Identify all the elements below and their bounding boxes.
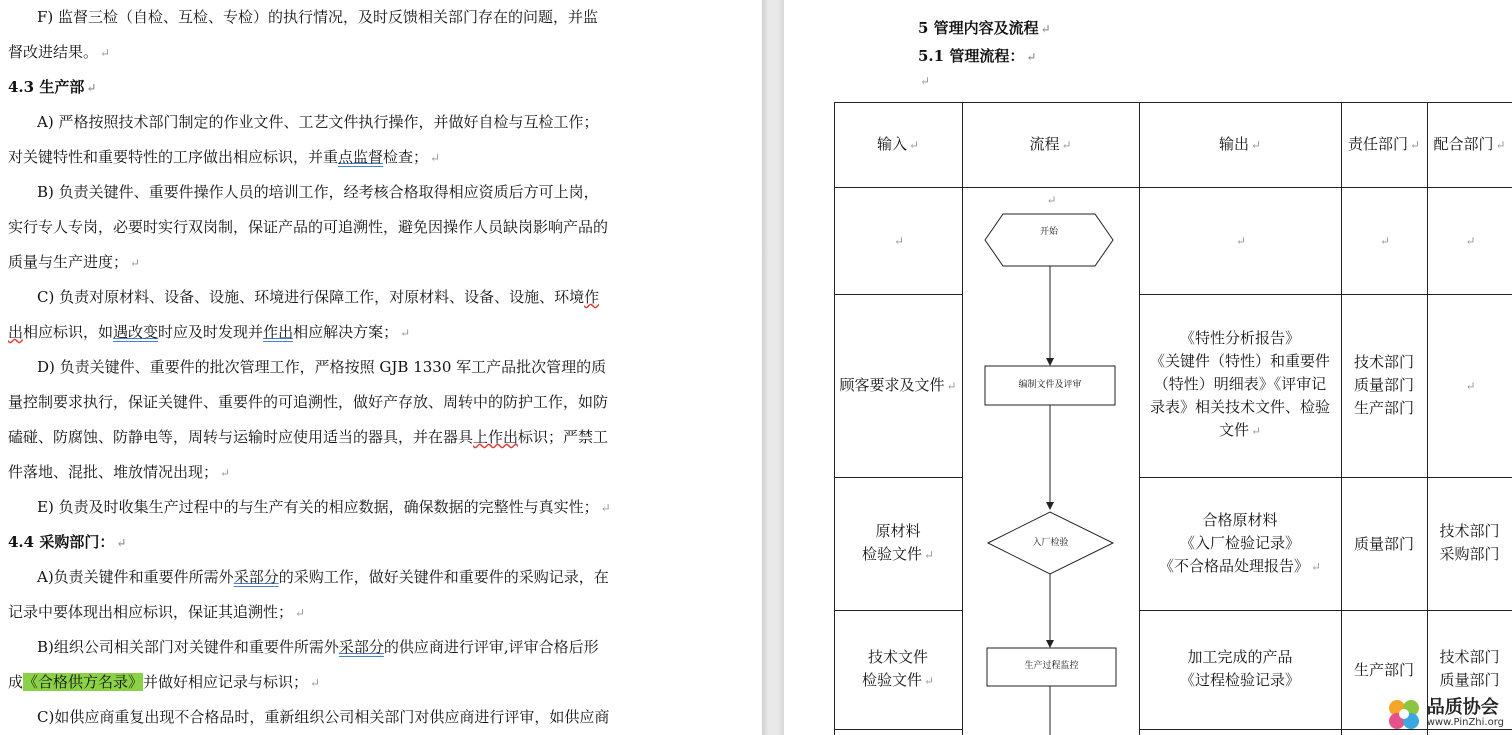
header-flow: 流程 ↵ <box>1029 135 1072 153</box>
heading-4-3: 4.3 生产部 ↵ <box>8 78 97 96</box>
para-f-line-2: 督改进结果。 ↵ <box>8 43 111 61</box>
pinwheel-logo-icon <box>1385 697 1423 731</box>
para-b-line-1: B) 负责关键件、重要件操作人员的培训工作，经考核合格取得相应资质后方可上岗， <box>37 183 599 201</box>
flow-step1-label: 编制文件及评审 <box>1018 380 1082 390</box>
row4-coop: 技术部门 质量部门 <box>1439 648 1500 689</box>
para-pa-line-1: A)负责关键件和重要件所需外采部分的采购工作，做好关键件和重要件的采购记录，在 <box>37 568 609 586</box>
row2-resp: 技术部门 质量部门 生产部门 <box>1353 353 1414 417</box>
row1-resp: ↵ <box>1379 234 1391 248</box>
header-cooperating: 配合部门 ↵ <box>1433 135 1506 153</box>
para-pc-line-1: C)如供应商重复出现不合格品时，重新组织公司相关部门对供应商进行评审，如供应商 <box>37 708 610 726</box>
row2-output: 《特性分析报告》 《关键件（特性）和重要件 （特性）明细表》《评审记 录表》相关技术文件、检验 文件 ↵ <box>1149 329 1330 439</box>
row3-output: 合格原材料 《入厂检验记录》 《不合格品处理报告》 ↵ <box>1158 511 1322 575</box>
row1-output: ↵ <box>1235 234 1247 248</box>
para-pa-line-2: 记录中要体现出相应标识，保证其追溯性； ↵ <box>8 603 306 621</box>
para-d-line-2: 量控制要求执行，保证关键件、重要件的可追溯性，做好产存放、周转中的防护工作，如防 <box>8 393 609 411</box>
para-d-line-4: 件落地、混批、堆放情况出现； ↵ <box>8 463 231 481</box>
para-pb-line-2: 成《合格供方名录》并做好相应记录与标识； ↵ <box>8 673 321 691</box>
highlighted-text: 《合格供方名录》 <box>23 673 144 691</box>
heading-4-4: 4.4 采购部门： ↵ <box>8 533 127 551</box>
row4-output: 加工完成的产品 《过程检验记录》 <box>1179 648 1300 689</box>
row3-resp: 质量部门 <box>1353 535 1414 553</box>
para-a-line-1: A) 严格按照技术部门制定的作业文件、工艺文件执行操作，并做好自检与互检工作； <box>37 113 599 131</box>
para-d-line-1: D) 负责关键件、重要件的批次管理工作，严格按照 GJB 1330 军工产品批次管理的质 <box>37 358 607 376</box>
para-c-line-1: C) 负责对原材料、设备、设施、环境进行保障工作，对原材料、设备、设施、环境作 <box>37 288 600 306</box>
flow-start-label: 开始 <box>1039 227 1058 237</box>
watermark-logo: 品质协会 www.PinZhi.org <box>1385 697 1504 731</box>
para-c-line-2: 出相应标识，如遇改变时应及时发现并作出相应解决方案； ↵ <box>8 323 411 341</box>
row1-input: ↵ <box>893 234 905 248</box>
header-output: 输出 ↵ <box>1218 135 1262 153</box>
empty-paragraph: ↵ <box>920 74 931 88</box>
header-input: 输入 ↵ <box>876 135 920 153</box>
row4-resp: 生产部门 <box>1353 661 1414 679</box>
heading-5-1: 5.1 管理流程： ↵ <box>918 47 1037 65</box>
para-b-line-2: 实行专人专岗，必要时实行双岗制，保证产品的可追溯性，避免因操作人员缺岗影响产品的 <box>8 218 609 236</box>
row3-coop: 技术部门 采购部门 <box>1439 522 1500 563</box>
row1-coop: ↵ <box>1465 234 1476 248</box>
flow-decision-label: 入厂检验 <box>1032 538 1069 548</box>
row1-flow-mark: ↵ <box>1046 193 1057 207</box>
row2-input: 顾客要求及文件 ↵ <box>839 376 957 394</box>
para-pb-line-1: B)组织公司相关部门对关键件和重要件所需外采部分的供应商进行评审,评审合格后形 <box>37 638 599 656</box>
row4-input: 技术文件 检验文件 ↵ <box>861 648 935 689</box>
flowchart <box>784 0 1512 735</box>
heading-5: 5 管理内容及流程 ↵ <box>918 19 1051 37</box>
header-responsible: 责任部门 ↵ <box>1347 135 1421 153</box>
para-e-line-1: E) 负责及时收集生产过程中的与生产有关的相应数据，确保数据的完整性与真实性； ↵ <box>37 498 611 516</box>
para-f-line-1: F) 监督三检（自检、互检、专检）的执行情况，及时反馈相关部门存在的问题，并监 <box>37 8 599 26</box>
page-gutter <box>762 0 784 735</box>
right-document-page <box>784 0 1512 735</box>
para-d-line-3: 磕碰、防腐蚀、防静电等，周转与运输时应使用适当的器具，并在器具上作出标识；严禁工 <box>8 428 609 446</box>
flow-step2-label: 生产过程监控 <box>1024 661 1079 671</box>
row3-input: 原材料 检验文件 ↵ <box>861 522 935 563</box>
para-b-line-3: 质量与生产进度； ↵ <box>8 253 141 271</box>
row2-coop: ↵ <box>1465 379 1476 393</box>
para-a-line-2: 对关键特性和重要特性的工序做出相应标识，并重点监督检查； ↵ <box>8 148 441 166</box>
